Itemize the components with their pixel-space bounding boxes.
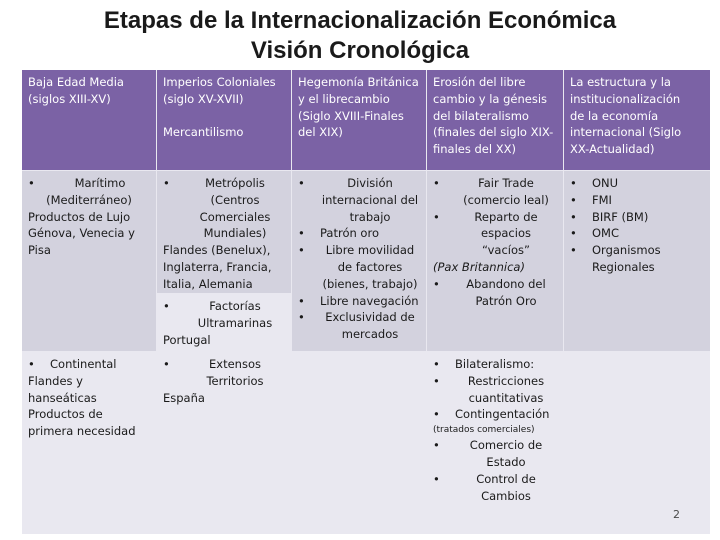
list-item-text [320, 309, 420, 343]
list-item-text [455, 373, 557, 407]
list-item [433, 406, 557, 423]
title-line-2: Visión Cronológica [250, 37, 470, 64]
cell-text: Pisa [28, 243, 51, 258]
header-col-5 [564, 70, 710, 170]
header-text: Hegemonía Británica [298, 75, 419, 89]
cell-text: hanseáticas [28, 390, 97, 405]
list-item-text [50, 175, 150, 192]
bullet: • [28, 357, 35, 371]
header-text: finales del XX) [433, 142, 516, 157]
header-text: cambio y la génesis [433, 91, 548, 106]
cell-text: Productos de Lujo [28, 209, 131, 224]
list-item-line: Reparto de [474, 209, 538, 224]
cell-text: Flandes y [28, 373, 83, 388]
list-item [163, 175, 285, 242]
list-item-text [320, 175, 420, 225]
list-item-line: trabajo [349, 209, 391, 224]
list-item [570, 192, 704, 209]
list-item-line: Cambios [481, 488, 531, 503]
cell-text: Flandes (Benelux), [163, 243, 271, 258]
list-item-line: Comerciales [199, 209, 271, 224]
list-item-line: cuantitativas [468, 390, 544, 405]
list-item [28, 175, 150, 192]
list-item-line: Metrópolis [205, 176, 265, 190]
bullet: • [433, 471, 440, 486]
list-item-line: Fair Trade [478, 176, 534, 190]
list-item-text: BIRF (BM) [592, 209, 649, 224]
col3-empty-cell [292, 352, 426, 534]
list-item [28, 356, 150, 373]
list-item-text [592, 242, 704, 276]
list-item-line: mercados [341, 327, 399, 342]
bullet: • [570, 176, 577, 190]
list-item-line: Abandono del [466, 276, 546, 291]
bullet: • [433, 438, 440, 453]
col3-british-hegemony-cell [292, 171, 426, 351]
list-item [298, 242, 420, 292]
bullet: • [298, 226, 305, 241]
list-item-line: Factorías [209, 299, 261, 313]
list-item [570, 175, 704, 192]
list-item [298, 225, 420, 242]
header-col-4 [427, 70, 563, 170]
list-item-text [185, 298, 285, 332]
bullet: • [28, 176, 35, 190]
header-text: (siglos XIII-XV) [28, 91, 111, 106]
list-item-line: espacios [481, 226, 531, 241]
list-item [433, 276, 557, 310]
bullet: • [570, 209, 577, 224]
list-item [433, 175, 557, 209]
list-item [298, 175, 420, 225]
list-item-line: Patrón Oro [475, 293, 537, 308]
list-item-line: División [347, 176, 393, 190]
list-item-line: Estado [486, 454, 526, 469]
list-item-text [320, 242, 420, 292]
list-item [433, 471, 557, 505]
col1-continental-cell [22, 352, 156, 534]
header-text: Baja Edad Media [28, 75, 124, 89]
list-item-line: internacional del [321, 192, 419, 207]
list-item-line: Mundiales) [203, 226, 267, 241]
list-item-text: Continental [50, 357, 117, 371]
list-item-text [455, 276, 557, 310]
list-item [433, 356, 557, 373]
list-item-line: Marítimo [74, 176, 126, 190]
list-item-line: (Mediterráneo) [46, 192, 132, 207]
timeline-table [22, 70, 710, 534]
header-text: XX-Actualidad) [570, 142, 655, 157]
list-item-line: de factores [337, 259, 403, 274]
list-item-line: (Centros [210, 192, 260, 207]
header-text: del bilateralismo [433, 108, 529, 123]
bullet: • [163, 357, 170, 371]
bullet: • [433, 209, 440, 224]
list-item [163, 356, 285, 390]
list-item-text: Contingentación [455, 407, 550, 422]
header-text: Mercantilismo [163, 124, 244, 139]
list-item-line: Control de [476, 471, 536, 486]
header-text: internacional (Siglo [570, 125, 682, 140]
bullet: • [298, 243, 305, 258]
pax-britannica-note: (Pax Britannica) [433, 259, 525, 274]
bullet: • [163, 176, 170, 190]
list-item-line: Organismos [592, 243, 661, 258]
trade-treaties-note: (tratados comerciales) [433, 425, 535, 436]
list-item-text [185, 175, 285, 242]
list-item-line: Territorios [206, 373, 264, 388]
header-text: institucionalización [570, 91, 681, 106]
slide-title [0, 6, 720, 66]
list-item-text [455, 209, 557, 259]
list-item-text: Patrón oro [320, 226, 379, 241]
header-col-2 [157, 70, 291, 170]
list-item-line: Ultramarinas [197, 315, 273, 330]
col5-empty-cell [564, 352, 710, 534]
list-item-text: OMC [592, 226, 620, 241]
col4-free-trade-erosion-cell [427, 171, 563, 351]
list-item-line: Restricciones [467, 373, 545, 388]
cell-text: Italia, Alemania [163, 276, 253, 291]
header-col-3 [292, 70, 426, 170]
list-item-text [185, 356, 285, 390]
list-item [433, 373, 557, 407]
col2-factories-cell [157, 294, 291, 351]
header-text: de la economía [570, 108, 659, 123]
col2-metropolis-cell [157, 171, 291, 293]
list-item-text [455, 437, 557, 471]
bullet: • [433, 276, 440, 291]
header-text: La estructura y la [570, 75, 671, 89]
list-item [433, 437, 557, 471]
list-item-line: Regionales [592, 259, 655, 274]
list-item [298, 293, 420, 310]
bullet: • [298, 293, 305, 308]
col2-territories-cell [157, 352, 291, 534]
list-item [570, 225, 704, 242]
list-item-line: (comercio leal) [463, 192, 549, 207]
header-text: Imperios Coloniales [163, 75, 276, 89]
cell-text: Portugal [163, 332, 211, 347]
bullet: • [298, 176, 305, 190]
list-item [433, 209, 557, 259]
header-col-1 [22, 70, 156, 170]
page-number: 2 [673, 508, 680, 521]
cell-text: Inglaterra, Francia, [163, 259, 272, 274]
list-item-line: Exclusividad de [325, 310, 415, 325]
bullet: • [570, 243, 577, 258]
list-item-text: Bilateralismo: [455, 357, 535, 371]
bullet: • [298, 310, 305, 325]
list-item [163, 298, 285, 332]
list-item-line: Comercio de [469, 438, 543, 453]
list-item [570, 242, 704, 276]
bullet: • [433, 373, 440, 388]
list-item [298, 309, 420, 343]
header-text: y el librecambio [298, 91, 390, 106]
cell-text: Génova, Venecia y [28, 226, 135, 241]
bullet: • [433, 407, 440, 422]
list-item-line: Libre movilidad [325, 243, 415, 258]
list-item-line: “vacíos” [482, 243, 530, 258]
bullet: • [433, 357, 440, 371]
header-text: (siglo XV-XVII) [163, 91, 244, 106]
header-text: (finales del siglo XIX- [433, 125, 554, 140]
list-item-text: Libre navegación [320, 293, 419, 308]
list-item-line: Extensos [209, 357, 261, 371]
bullet: • [433, 176, 440, 190]
col5-institutions-cell [564, 171, 710, 351]
list-item-line: (bienes, trabajo) [322, 276, 418, 291]
list-item-text: FMI [592, 192, 612, 207]
header-text: del XIX) [298, 125, 343, 140]
header-text: Erosión del libre [433, 75, 526, 89]
col1-maritime-cell [22, 171, 156, 351]
list-item-text: ONU [592, 176, 619, 190]
bullet: • [570, 192, 577, 207]
list-item-text [455, 471, 557, 505]
cell-text: Productos de [28, 407, 103, 422]
col4-bilateralism-cell [427, 352, 563, 534]
cell-text: primera necesidad [28, 424, 136, 439]
bullet: • [570, 226, 577, 241]
bullet: • [163, 299, 170, 313]
cell-text: España [163, 390, 205, 405]
title-line-1: Etapas de la Internacionalización Económica [103, 7, 617, 34]
list-item [570, 209, 704, 226]
header-text: (Siglo XVIII-Finales [298, 108, 404, 123]
list-item-text [455, 175, 557, 209]
